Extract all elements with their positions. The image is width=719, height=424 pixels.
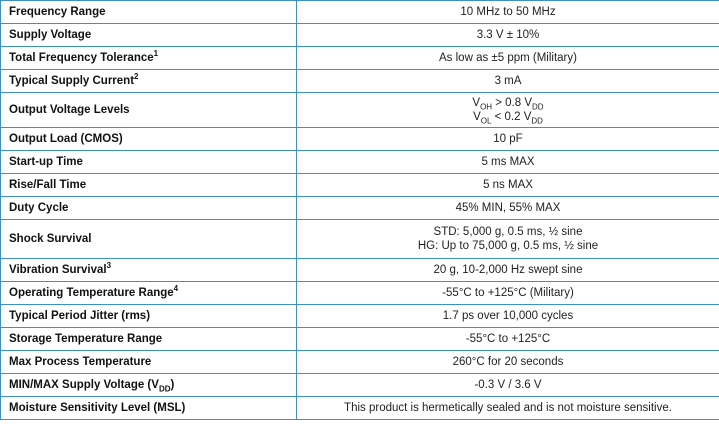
parameter-label-suffix: ) bbox=[170, 378, 175, 391]
value-cell bbox=[297, 282, 719, 305]
parameter-label: Operating Temperature Range bbox=[9, 286, 174, 299]
parameter-cell bbox=[1, 259, 297, 282]
parameter-label: Storage Temperature Range bbox=[9, 332, 163, 345]
parameter-cell bbox=[1, 282, 297, 305]
parameter-cell bbox=[1, 174, 297, 197]
table-row bbox=[1, 1, 719, 24]
subscript-ol: OL bbox=[480, 116, 492, 126]
value-cell bbox=[297, 93, 719, 128]
parameter-cell bbox=[1, 93, 297, 128]
subscript-dd: DD bbox=[532, 101, 544, 111]
parameter-label: Duty Cycle bbox=[9, 201, 69, 214]
value-text-line-2: HG: Up to 75,000 g, 0.5 ms, ½ sine bbox=[417, 240, 599, 252]
value-cell bbox=[297, 197, 719, 220]
value-cell bbox=[297, 259, 719, 282]
table-row bbox=[1, 174, 719, 197]
parameter-label: Max Process Temperature bbox=[9, 355, 152, 368]
parameter-label: Supply Voltage bbox=[9, 28, 92, 41]
value-cell bbox=[297, 70, 719, 93]
table-row bbox=[1, 374, 719, 397]
parameter-cell bbox=[1, 1, 297, 24]
footnote-marker: 2 bbox=[134, 71, 139, 81]
value-cell bbox=[297, 128, 719, 151]
value-text-line-1: STD: 5,000 g, 0.5 ms, ½ sine bbox=[433, 225, 583, 238]
value-text: 3.3 V ± 10% bbox=[476, 28, 540, 41]
parameter-label: Output Load (CMOS) bbox=[9, 132, 123, 145]
value-text: 3 mA bbox=[494, 74, 522, 87]
footnote-marker: 4 bbox=[173, 283, 179, 293]
value-cell bbox=[297, 374, 719, 397]
value-text: -0.3 V / 3.6 V bbox=[474, 378, 542, 391]
table-row bbox=[1, 259, 719, 282]
parameter-label: Vibration Survival bbox=[9, 263, 107, 276]
value-text: 10 MHz to 50 MHz bbox=[460, 5, 556, 18]
value-cell bbox=[297, 47, 719, 70]
table-row bbox=[1, 282, 719, 305]
value-cell bbox=[297, 151, 719, 174]
parameter-cell bbox=[1, 128, 297, 151]
value-text-line-2: $V_{OL} < 0.2$ $V_{DD}$ bbox=[473, 111, 543, 126]
parameter-label: Output Voltage Levels bbox=[9, 103, 130, 116]
value-cell bbox=[297, 220, 719, 259]
parameter-cell bbox=[1, 24, 297, 47]
parameter-label: Typical Supply Current bbox=[9, 74, 135, 87]
table-row bbox=[1, 24, 719, 47]
parameter-cell bbox=[1, 70, 297, 93]
parameter-cell bbox=[1, 351, 297, 374]
parameter-cell bbox=[1, 197, 297, 220]
parameter-label: Start-up Time bbox=[9, 155, 83, 168]
value-cell bbox=[297, 351, 719, 374]
value-text: 260°C for 20 seconds bbox=[452, 355, 564, 368]
subscript-oh: OH bbox=[480, 101, 493, 111]
table-row bbox=[1, 351, 719, 374]
parameter-label: Frequency Range bbox=[9, 5, 106, 18]
table-row bbox=[1, 47, 719, 70]
parameter-label: Typical Period Jitter (rms) bbox=[9, 309, 151, 322]
parameter-label: Shock Survival bbox=[9, 232, 92, 245]
parameter-cell bbox=[1, 397, 297, 420]
footnote-marker: 1 bbox=[153, 48, 159, 58]
table-row bbox=[1, 151, 719, 174]
parameter-cell bbox=[1, 305, 297, 328]
value-text: 1.7 ps over 10,000 cycles bbox=[442, 309, 574, 322]
subscript-dd: DD bbox=[158, 384, 171, 394]
value-text: As low as ±5 ppm (Military) bbox=[439, 51, 577, 64]
table-row bbox=[1, 328, 719, 351]
value-cell bbox=[297, 397, 719, 420]
footnote-marker: 3 bbox=[106, 260, 112, 270]
parameter-label: Rise/Fall Time bbox=[9, 178, 87, 191]
value-text: 10 pF bbox=[493, 132, 523, 145]
value-text: 5 ms MAX bbox=[481, 155, 535, 168]
value-text: -55°C to +125°C (Military) bbox=[442, 286, 574, 299]
table-row bbox=[1, 197, 719, 220]
parameter-cell bbox=[1, 220, 297, 259]
table-row bbox=[1, 70, 719, 93]
parameter-cell bbox=[1, 374, 297, 397]
value-text: -55°C to +125°C bbox=[465, 332, 551, 345]
value-text-line-1: $V_{OH} > 0.8$ $V_{DD}$ bbox=[472, 96, 544, 111]
value-text: 45% MIN, 55% MAX bbox=[455, 201, 561, 214]
parameter-label: Moisture Sensitivity Level (MSL) bbox=[9, 401, 186, 414]
parameter-cell bbox=[1, 47, 297, 70]
parameter-label: Total Frequency Tolerance bbox=[9, 51, 154, 64]
parameter-label: MIN/MAX Supply Voltage (V bbox=[9, 378, 159, 391]
value-text: 5 ns MAX bbox=[483, 178, 533, 191]
value-cell bbox=[297, 305, 719, 328]
table-row bbox=[1, 128, 719, 151]
value-cell bbox=[297, 1, 719, 24]
table-row bbox=[1, 220, 719, 259]
value-text: This product is hermetically sealed and is not moisture sensitive. bbox=[344, 401, 672, 414]
table-row bbox=[1, 93, 719, 128]
parameter-cell bbox=[1, 328, 297, 351]
table-row bbox=[1, 305, 719, 328]
value-cell bbox=[297, 24, 719, 47]
value-cell bbox=[297, 328, 719, 351]
parameter-cell bbox=[1, 151, 297, 174]
subscript-dd: DD bbox=[531, 116, 543, 126]
value-text: 20 g, 10-2,000 Hz swept sine bbox=[433, 263, 583, 276]
specifications-table-body bbox=[1, 1, 719, 420]
value-cell bbox=[297, 174, 719, 197]
table-row bbox=[1, 397, 719, 420]
